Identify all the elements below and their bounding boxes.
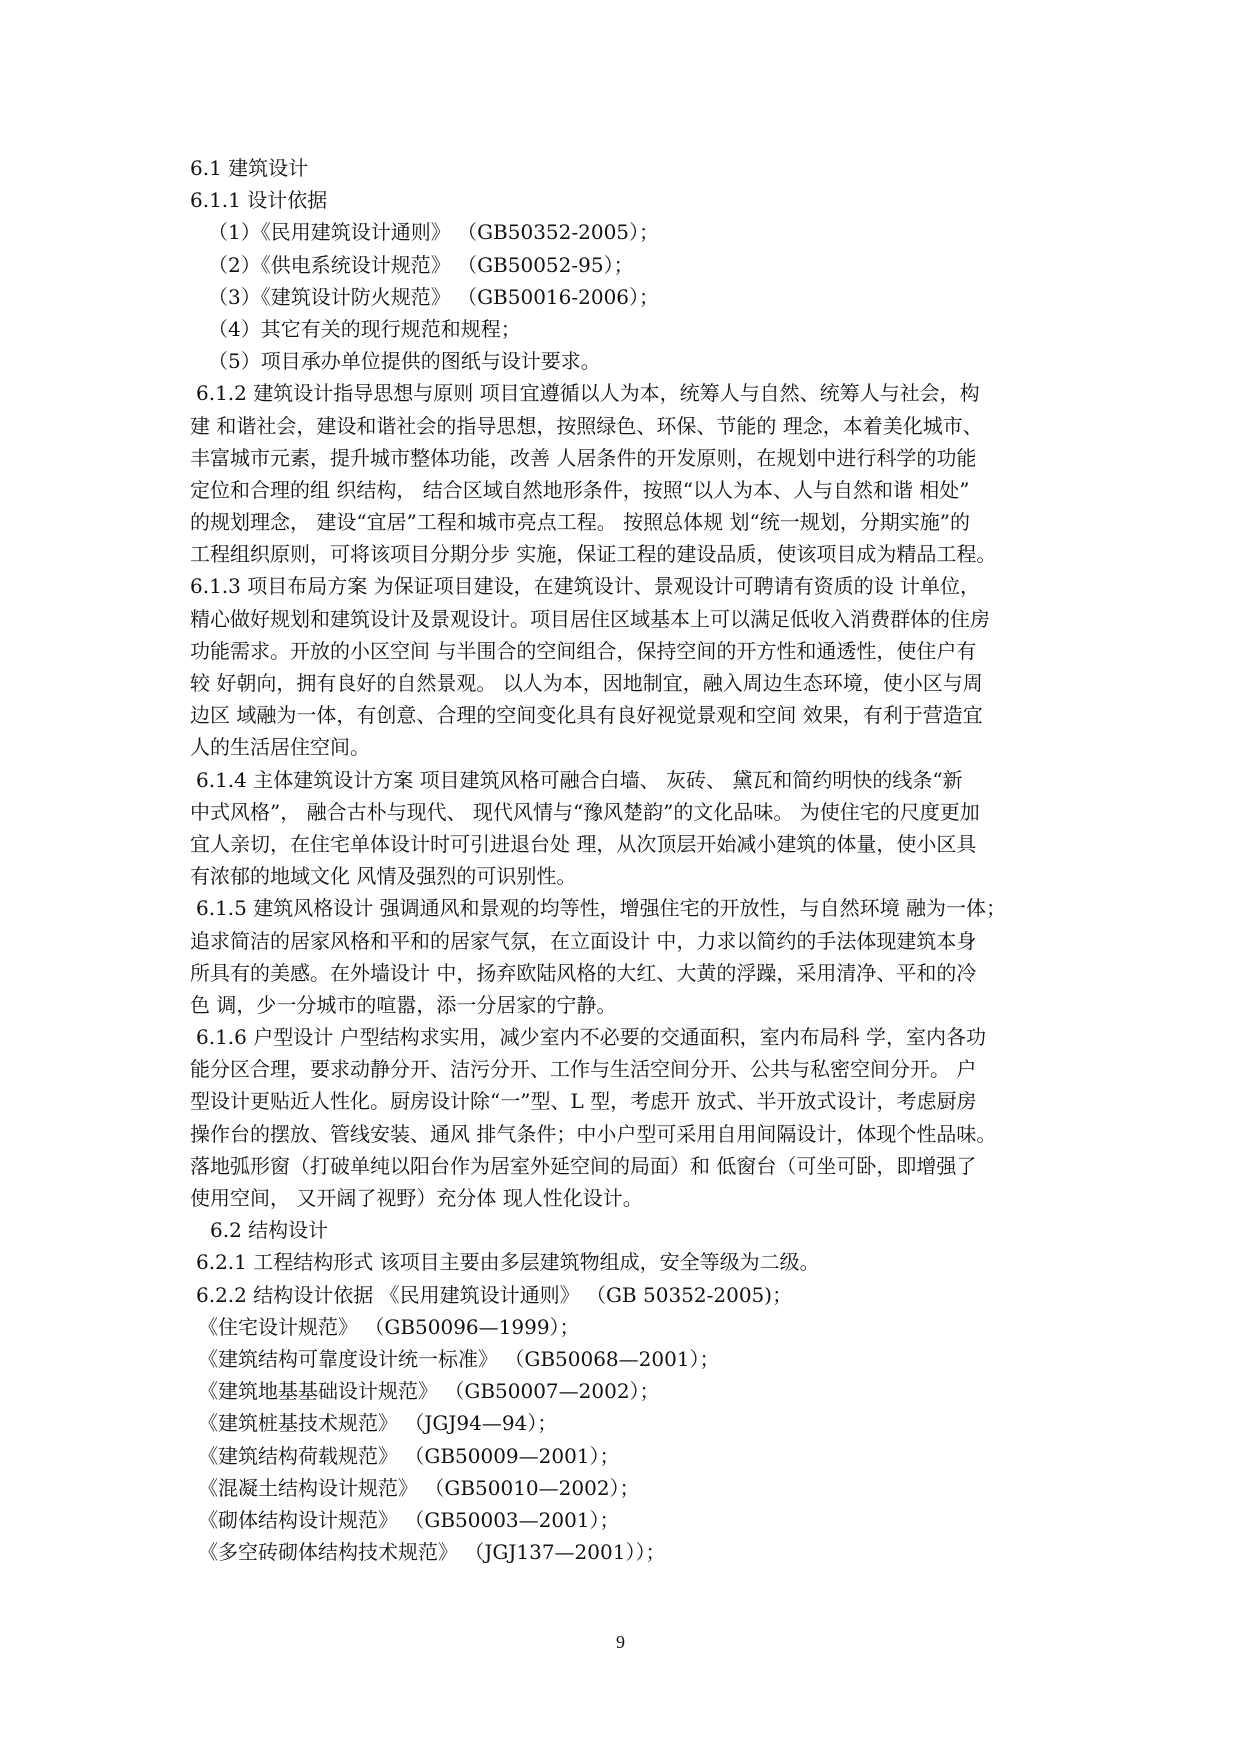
document-body	[190, 152, 1070, 1568]
paragraph-line: 追求简洁的居家风格和平和的居家气氛，在立面设计 中，力求以简约的手法体现建筑本身	[190, 928, 977, 953]
paragraph-line: 精心做好规划和建筑设计及景观设计。项目居住区域基本上可以满足低收入消费群体的住房	[190, 606, 990, 631]
paragraph-line: 边区 域融为一体，有创意、合理的空间变化具有良好视觉景观和空间 效果，有利于营造宜	[190, 703, 983, 728]
paragraph-line: 6.1.6 户型设计 户型结构求实用，减少室内不必要的交通面积，室内布局科 学，室内各功	[196, 1025, 986, 1050]
paragraph-line: 所具有的美感。在外墙设计 中，扬弃欧陆风格的大红、大黄的浮躁，采用清净、平和的冷	[190, 960, 977, 985]
paragraph-line: 有浓郁的地域文化 风情及强烈的可识别性。	[190, 864, 577, 889]
paragraph-line: 功能需求。开放的小区空间 与半围合的空间组合，保持空间的开方性和通透性，使住户有	[190, 638, 977, 663]
list-item: 《多空砖砌体结构技术规范》 （JGJ137—2001））；	[198, 1540, 666, 1565]
paragraph-line: 6.1.5 建筑风格设计 强调通风和景观的均等性，增强住宅的开放性，与自然环境 融为一体；	[196, 896, 1006, 921]
list-item: （3）《建筑设计防火规范》 （GB50016-2006）；	[208, 284, 660, 309]
paragraph-line: 人的生活居住空间。	[190, 735, 370, 760]
paragraph-line: 丰富城市元素，提升城市整体功能，改善 人居条件的开发原则，在规划中进行科学的功能	[190, 445, 977, 470]
list-item: （1）《民用建筑设计通则》 （GB50352-2005）；	[208, 220, 660, 245]
paragraph-line: 6.2.1 工程结构形式 该项目主要由多层建筑物组成，安全等级为二级。	[196, 1250, 820, 1275]
list-item: （5）项目承办单位提供的图纸与设计要求。	[208, 349, 601, 374]
paragraph-line: 能分区合理，要求动静分开、洁污分开、工作与生活空间分开、公共与私密空间分开。 户	[190, 1057, 977, 1082]
paragraph-line: 的规划理念， 建设“宜居”工程和城市亮点工程。 按照总体规 划“统一规划，分期实施”的	[190, 510, 970, 535]
paragraph-line: 色 调，少一分城市的喧嚣，添一分居家的宁静。	[190, 992, 617, 1017]
list-item: 《建筑地基基础设计规范》 （GB50007—2002）；	[198, 1379, 660, 1404]
section-heading: 6.1 建筑设计	[190, 156, 309, 180]
list-item: 《建筑结构荷载规范》 （GB50009—2001）；	[198, 1443, 620, 1468]
paragraph-line: 6.1.2 建筑设计指导思想与原则 项目宜遵循以人为本，统筹人与自然、统筹人与社会，构	[196, 381, 980, 406]
list-item: 《混凝土结构设计规范》 （GB50010—2002）；	[198, 1475, 640, 1500]
page-number: 9	[616, 1632, 625, 1652]
subsection-heading: 6.1.1 设计依据	[190, 188, 328, 213]
list-item: 《建筑结构可靠度设计统一标准》 （GB50068—2001）；	[198, 1346, 720, 1371]
paragraph-line: 宜人亲切，在住宅单体设计时可引进退台处 理，从次顶层开始减小建筑的体量，使小区具	[190, 831, 977, 856]
paragraph-line: 定位和合理的组 织结构， 结合区域自然地形条件，按照“以人为本、人与自然和谐 相处”	[190, 477, 970, 502]
list-item: （4）其它有关的现行规范和规程；	[208, 316, 521, 341]
paragraph-line: 6.1.4 主体建筑设计方案 项目建筑风格可融合白墙、 灰砖、 黛瓦和简约明快的线条“新	[196, 767, 963, 792]
list-item: 《砌体结构设计规范》 （GB50003—2001）；	[198, 1507, 620, 1532]
list-item: 《建筑桩基技术规范》 （JGJ94—94）；	[198, 1411, 558, 1436]
paragraph-line: 较 好朝向，拥有良好的自然景观。 以人为本，因地制宜，融入周边生态环境，使小区与周	[190, 671, 983, 695]
paragraph-line: 建 和谐社会，建设和谐社会的指导思想，按照绿色、环保、节能的 理念，本着美化城市、	[190, 413, 983, 438]
paragraph-line: 6.1.3 项目布局方案 为保证项目建设，在建筑设计、景观设计可聘请有资质的设 计单位，	[190, 574, 980, 599]
paragraph-line: 工程组织原则，可将该项目分期分步 实施，保证工程的建设品质，使该项目成为精品工程。	[190, 542, 997, 567]
paragraph-line: 6.2.2 结构设计依据 《民用建筑设计通则》 （GB 50352-2005)；	[196, 1282, 793, 1307]
list-item: 《住宅设计规范》 （GB50096—1999）；	[198, 1314, 580, 1339]
list-item: （2）《供电系统设计规范》 （GB50052-95）；	[208, 252, 634, 277]
paragraph-line: 落地弧形窗（打破单纯以阳台作为居室外延空间的局面）和 低窗台（可坐可卧，即增强了	[190, 1153, 977, 1178]
paragraph-line: 中式风格”， 融合古朴与现代、 现代风情与“豫风楚韵”的文化品味。 为使住宅的尺度更加	[190, 799, 980, 824]
paragraph-line: 操作台的摆放、管线安装、通风 排气条件；中小户型可采用自用间隔设计，体现个性品味。	[190, 1121, 997, 1146]
paragraph-line: 使用空间， 又开阔了视野）充分体 现人性化设计。	[190, 1186, 643, 1210]
section-heading: 6.2 结构设计	[210, 1218, 329, 1243]
paragraph-line: 型设计更贴近人性化。厨房设计除“一”型、L 型，考虑开 放式、半开放式设计，考虑厨房	[190, 1089, 977, 1114]
